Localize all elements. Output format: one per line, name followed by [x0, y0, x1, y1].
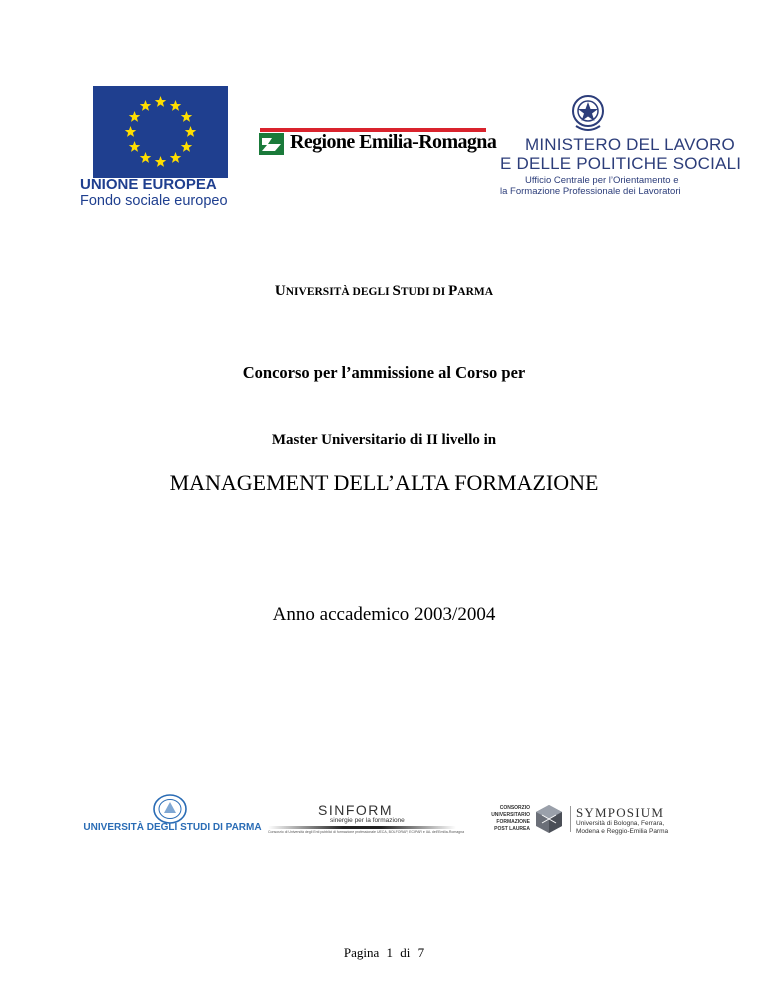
- eu-star-icon: [140, 152, 151, 163]
- consorzio-label: CONSORZIO UNIVERSITARIO FORMAZIONE POST LAUREA: [491, 805, 530, 832]
- page-number: Pagina 1 di 7: [343, 945, 425, 960]
- sinform-tagline: sinergie per la formazione: [330, 817, 405, 824]
- eu-stars-icon: [93, 86, 228, 178]
- university-heading: UNIVERSITÀ DEGLI STUDI DI PARMA: [274, 283, 494, 299]
- ministero-line-3: Ufficio Centrale per l’Orientamento e: [525, 175, 679, 186]
- academic-year: Anno accademico 2003/2004: [272, 604, 496, 625]
- eu-star-icon: [181, 111, 192, 122]
- university-logo-name: UNIVERSITÀ DEGLI STUDI DI PARMA: [83, 822, 262, 833]
- ministero-line-2: E DELLE POLITICHE SOCIALI: [500, 154, 742, 173]
- eu-flag-logo: [93, 86, 228, 178]
- symposium-subtitle-2: Modena e Reggio-Emilia Parma: [576, 828, 669, 835]
- document-title: MANAGEMENT DELL’ALTA FORMAZIONE: [169, 470, 599, 495]
- sinform-name: SINFORM: [318, 802, 394, 818]
- symposium-divider: [570, 806, 571, 832]
- regione-mark-icon: [259, 133, 284, 155]
- ministero-line-4: la Formazione Professionale dei Lavoratori: [500, 186, 681, 197]
- sinform-description: Consorzio di Università degli Enti pubblici di formazione professionale UECA, BOLFORAP, ECIPAR e IAL dell’Emilia-Romagna: [268, 830, 465, 834]
- italian-republic-emblem-icon: [570, 92, 606, 134]
- symposium-name: SYMPOSIUM: [576, 805, 665, 820]
- eu-star-icon: [185, 126, 196, 137]
- eu-star-icon: [140, 100, 151, 111]
- sinform-underline: [268, 826, 456, 829]
- eu-star-icon: [155, 96, 166, 107]
- eu-star-icon: [125, 126, 136, 137]
- eu-subtitle: Fondo sociale europeo: [80, 193, 228, 209]
- eu-star-icon: [170, 100, 181, 111]
- eu-star-icon: [129, 111, 140, 122]
- eu-star-icon: [170, 152, 181, 163]
- concorso-heading: Concorso per l’ammissione al Corso per: [242, 363, 526, 382]
- eu-name: UNIONE EUROPEA: [80, 176, 217, 193]
- eu-star-icon: [155, 156, 166, 167]
- master-heading: Master Universitario di II livello in: [271, 432, 497, 448]
- regione-name: Regione Emilia-Romagna: [290, 131, 497, 153]
- symposium-subtitle-1: Università di Bologna, Ferrara,: [576, 820, 665, 827]
- eu-star-icon: [129, 141, 140, 152]
- eu-star-icon: [181, 141, 192, 152]
- ministero-line-1: MINISTERO DEL LAVORO: [525, 135, 735, 154]
- university-seal-icon: [152, 794, 188, 824]
- consorzio-cube-icon: [534, 804, 564, 834]
